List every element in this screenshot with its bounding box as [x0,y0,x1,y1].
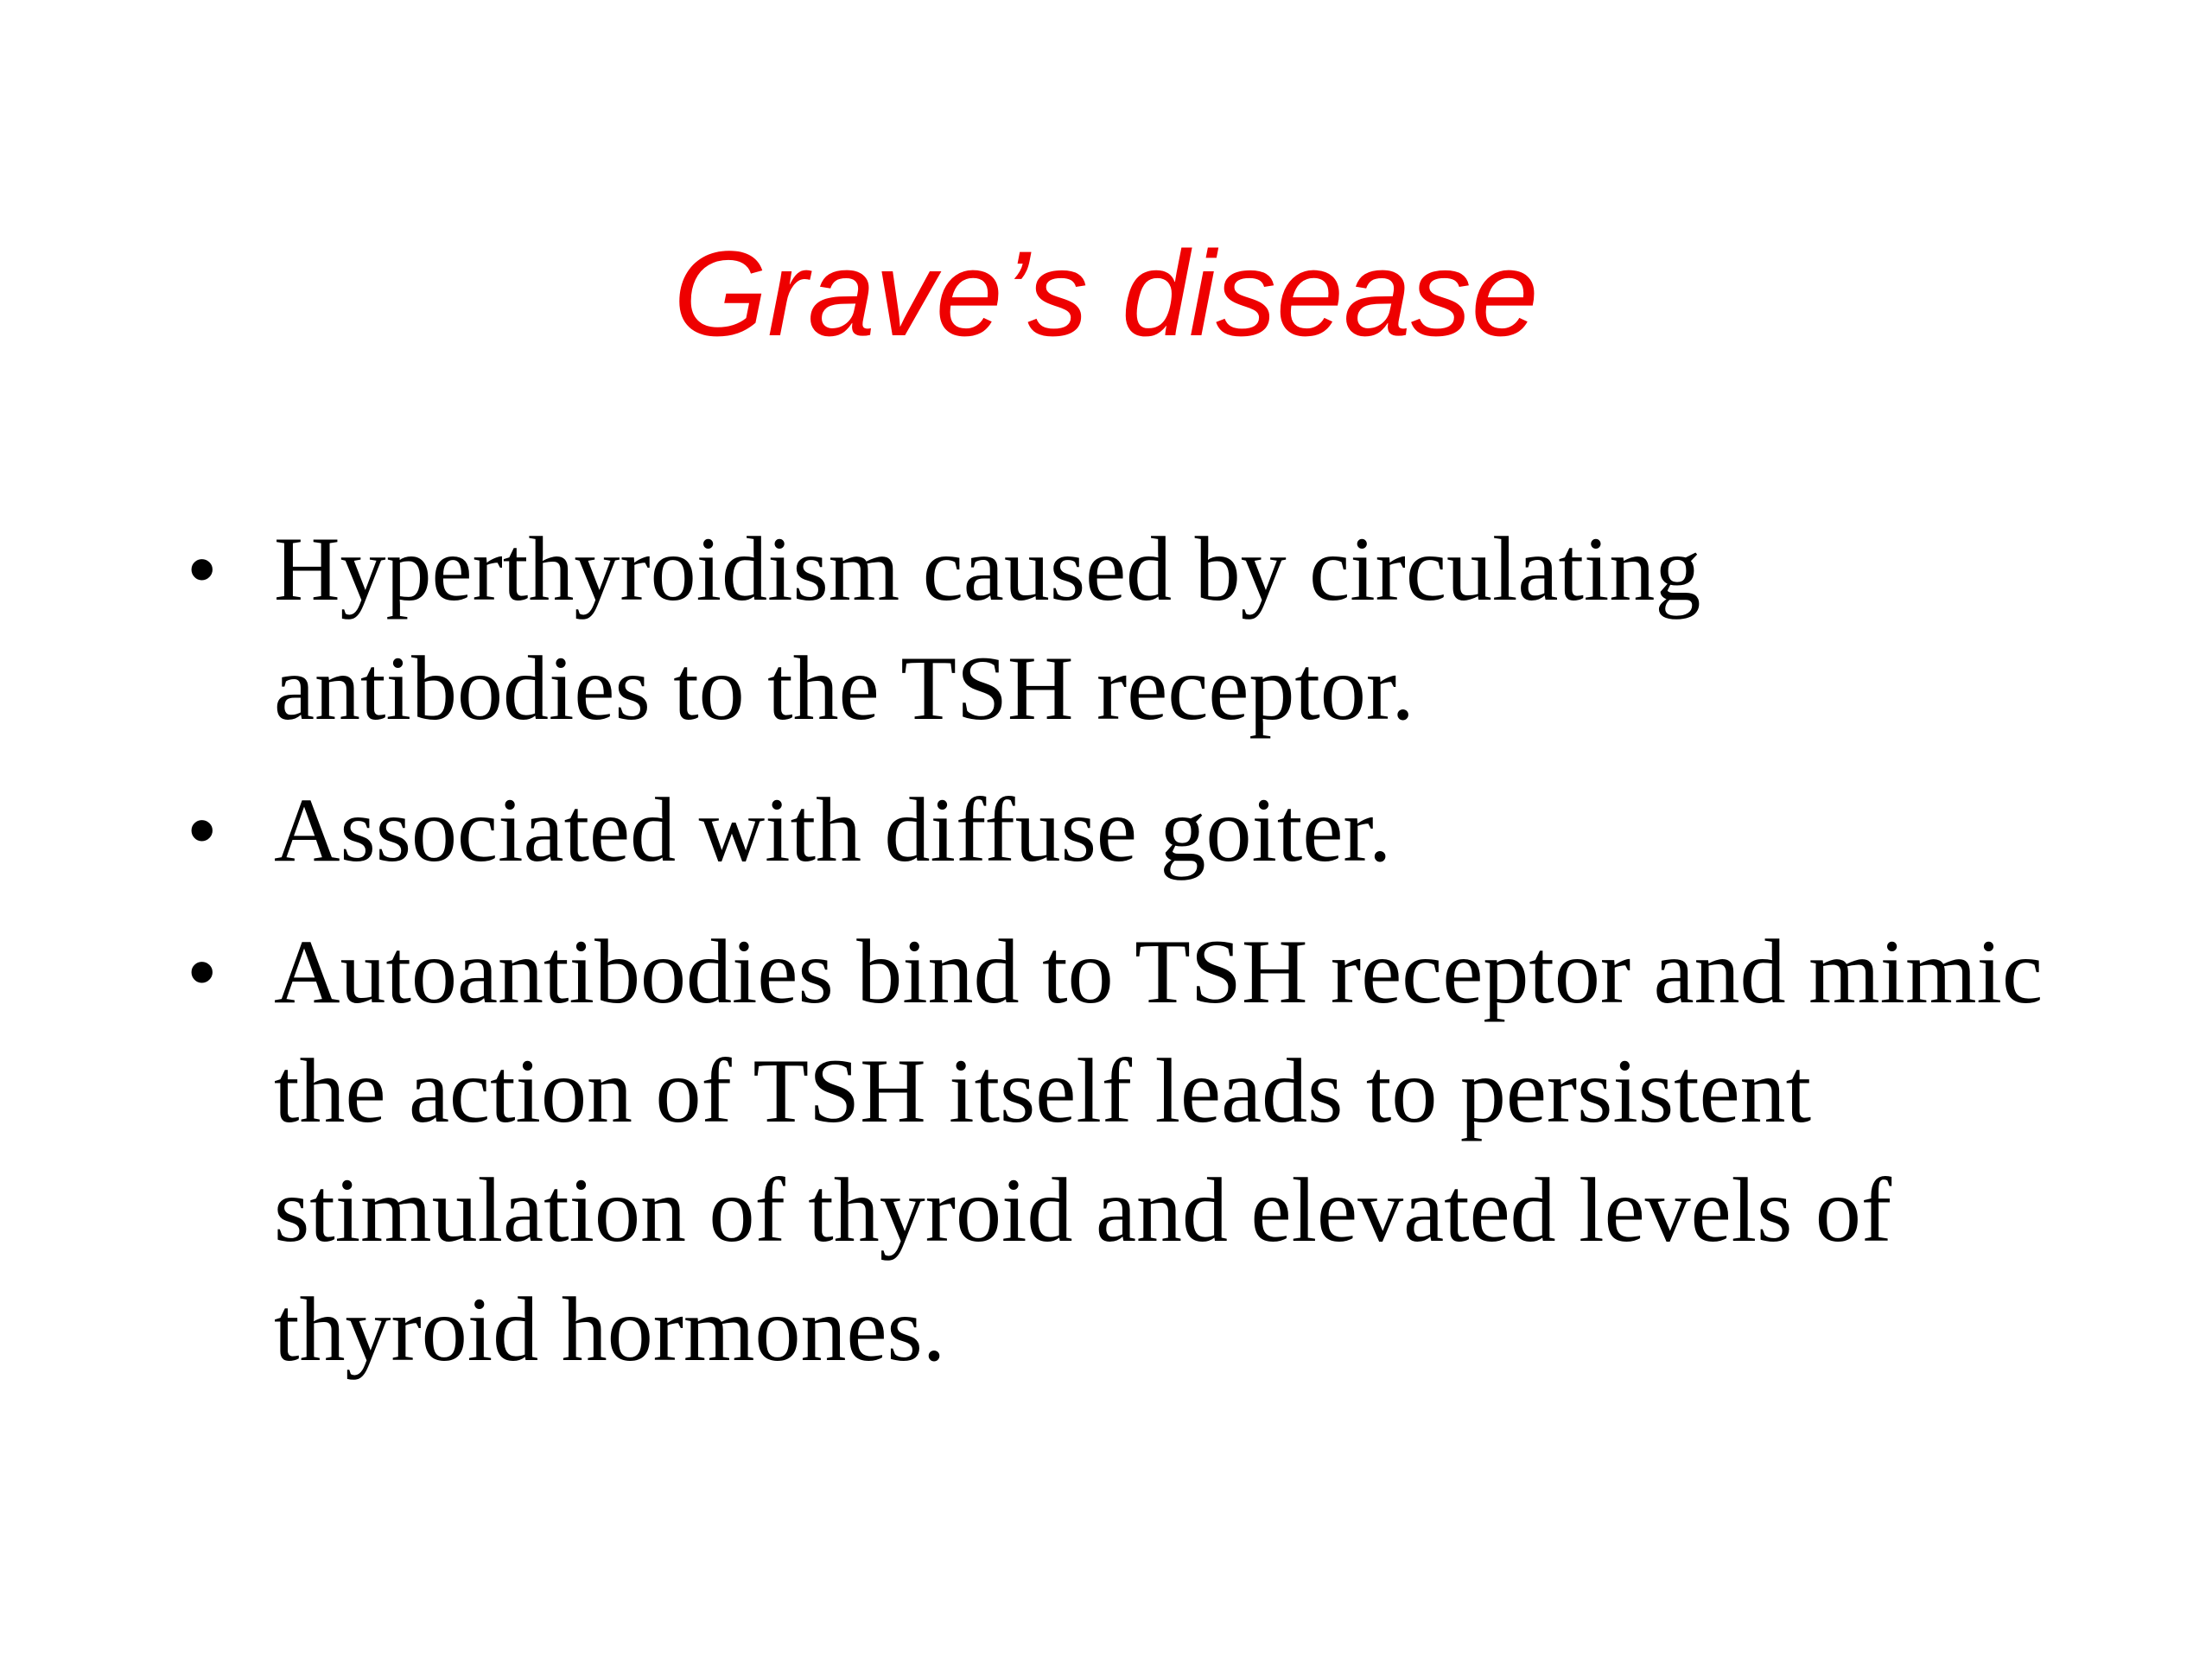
bullet-item-goiter [181,771,2048,890]
bullet-list [181,510,2048,1412]
bullet-text: Autoantibodies bind to TSH receptor and mimic the action of TSH itself leads to persistent stimulation of thyroid and elevated levels of thyroid hormones. [274,921,2044,1380]
slide-title: Grave’s disease [673,226,1539,361]
bullet-item-autoantibodies [181,912,2048,1389]
bullet-text: Hyperthyroidism caused by circulating antibodies to the TSH receptor. [274,518,1701,739]
bullet-dot-icon: • [188,929,216,1015]
bullet-dot-icon: • [188,787,216,874]
bullet-dot-icon: • [188,526,216,613]
bullet-text: Associated with diffuse goiter. [274,779,1392,880]
bullet-item-hyperthyroidism [181,510,2048,748]
